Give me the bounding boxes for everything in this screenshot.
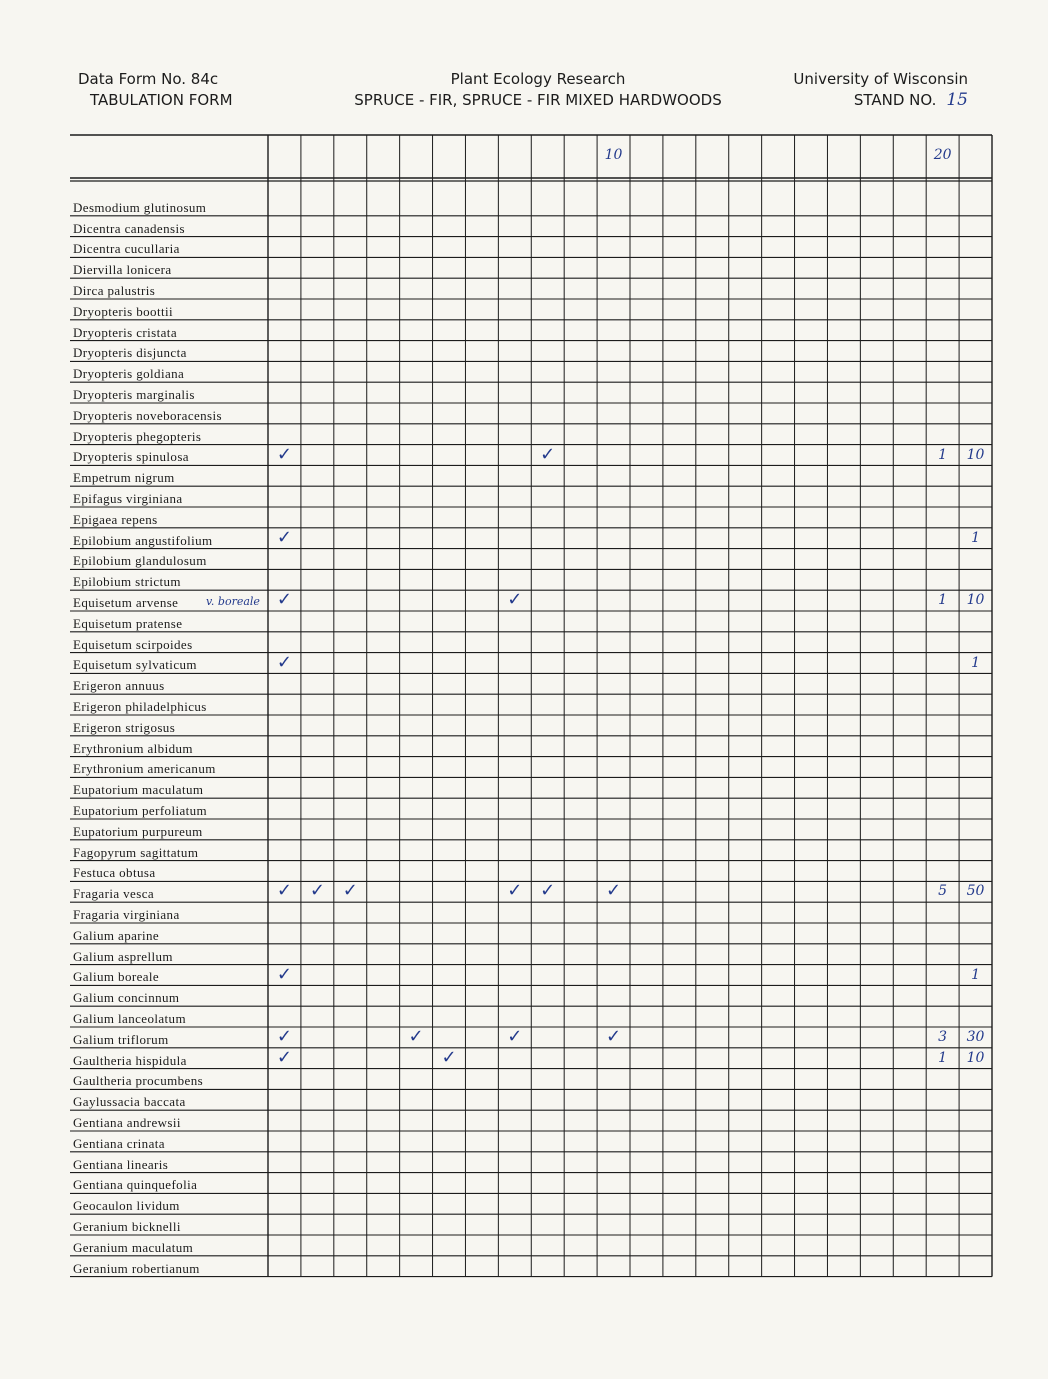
species-name: Eupatorium perfoliatum — [73, 803, 208, 818]
species-name: Festuca obtusa — [73, 865, 156, 881]
tally-count: 1 — [938, 592, 948, 609]
frequency-value: 10 — [966, 1049, 985, 1066]
species-name: Erigeron annuus — [73, 678, 165, 694]
species-name: Fragaria vesca — [73, 886, 155, 902]
form-type: TABULATION FORM — [90, 91, 233, 109]
species-name: Diervilla lonicera — [73, 262, 172, 278]
check-mark-icon: ✓ — [342, 880, 358, 902]
species-name: Galium lanceolatum — [73, 1011, 186, 1026]
species-name: Equisetum pratense — [73, 615, 183, 631]
frequency-value: 1 — [971, 966, 980, 983]
check-mark-icon: ✓ — [276, 880, 292, 902]
stand-label: STAND NO. — [853, 91, 937, 109]
frequency-value: 10 — [966, 592, 985, 609]
species-name: Gentiana linearis — [73, 1156, 169, 1172]
species-name: Galium concinnum — [73, 990, 180, 1006]
species-name: Erigeron philadelphicus — [73, 699, 207, 714]
species-name: Gentiana crinata — [73, 1135, 165, 1151]
tally-count: 5 — [938, 883, 948, 900]
check-mark-icon: ✓ — [276, 526, 292, 548]
species-name: Epilobium strictum — [73, 574, 181, 590]
species-name: Galium boreale — [73, 969, 160, 985]
species-name: Equisetum arvense — [73, 595, 179, 610]
check-mark-icon: ✓ — [276, 1046, 292, 1068]
species-name: Galium asprellum — [73, 948, 173, 964]
species-name: Geranium maculatum — [73, 1239, 194, 1255]
tally-count: 1 — [938, 446, 948, 463]
species-name: Dryopteris spinulosa — [73, 449, 189, 465]
species-name: Epilobium glandulosum — [73, 553, 207, 569]
tally-count: 1 — [938, 1049, 948, 1066]
species-name: Gaultheria hispidula — [73, 1052, 187, 1068]
check-mark-icon: ✓ — [540, 443, 556, 465]
check-mark-icon: ✓ — [441, 1046, 457, 1068]
species-name: Fagopyrum sagittatum — [73, 844, 199, 860]
frequency-value: 10 — [966, 446, 985, 463]
check-mark-icon: ✓ — [605, 880, 622, 902]
species-name: Geocaulon lividum — [73, 1198, 180, 1214]
stand-number-value: 15 — [946, 90, 968, 110]
species-name: Erythronium americanum — [73, 761, 216, 777]
frequency-value: 1 — [971, 654, 980, 671]
column-header-number: 20 — [933, 147, 952, 163]
species-name: Epilobium angustifolium — [73, 532, 213, 548]
species-name: Galium aparine — [73, 927, 160, 943]
species-name: Dryopteris cristata — [73, 324, 177, 340]
species-name: Gentiana quinquefolia — [73, 1177, 198, 1193]
check-mark-icon: ✓ — [309, 880, 325, 902]
species-name: Eupatorium maculatum — [73, 782, 204, 798]
check-mark-icon: ✓ — [540, 880, 556, 902]
species-name: Galium triflorum — [73, 1031, 169, 1047]
column-header-number: 10 — [604, 147, 623, 163]
species-name: Dryopteris goldiana — [73, 366, 185, 382]
check-mark-icon: ✓ — [276, 963, 292, 985]
university-name: University of Wisconsin — [793, 70, 968, 88]
check-mark-icon: ✓ — [507, 880, 523, 902]
frequency-value: 30 — [966, 1029, 985, 1045]
species-name: Gentiana andrewsii — [73, 1115, 181, 1130]
tally-count: 3 — [938, 1029, 948, 1045]
species-name: Dryopteris noveboracensis — [73, 407, 222, 423]
check-mark-icon: ✓ — [507, 1026, 523, 1047]
species-name: Dryopteris disjuncta — [73, 345, 187, 361]
check-mark-icon: ✓ — [276, 651, 292, 673]
species-name: Epigaea repens — [73, 511, 158, 527]
species-name: Eupatorium purpureum — [73, 823, 203, 839]
species-name: Epifagus virginiana — [73, 491, 183, 506]
check-mark-icon: ✓ — [605, 1026, 622, 1047]
research-title: Plant Ecology Research — [450, 70, 626, 88]
form-subtitle: SPRUCE - FIR, SPRUCE - FIR MIXED HARDWOODS — [354, 91, 722, 109]
frequency-value: 1 — [971, 529, 980, 546]
species-name: Desmodium glutinosum — [73, 199, 207, 215]
species-name: Erigeron strigosus — [73, 719, 176, 735]
check-mark-icon: ✓ — [276, 443, 292, 465]
species-name: Dicentra cucullaria — [73, 241, 180, 257]
species-name: Dryopteris phegopteris — [73, 428, 202, 444]
species-name: Fragaria virginiana — [73, 907, 180, 922]
check-mark-icon: ✓ — [276, 589, 292, 611]
species-name: Geranium robertianum — [73, 1260, 200, 1276]
handwritten-note: v. boreale — [206, 595, 260, 608]
check-mark-icon: ✓ — [276, 1026, 292, 1047]
species-name: Dirca palustris — [73, 283, 156, 298]
species-name: Equisetum sylvaticum — [73, 657, 197, 673]
species-name: Equisetum scirpoides — [73, 636, 193, 652]
species-name: Empetrum nigrum — [73, 470, 175, 486]
species-name: Geranium bicknelli — [73, 1219, 181, 1234]
species-name: Gaylussacia baccata — [73, 1094, 186, 1110]
form-number: Data Form No. 84c — [78, 70, 219, 88]
frequency-value: 50 — [966, 883, 985, 900]
species-name: Gaultheria procumbens — [73, 1073, 204, 1089]
check-mark-icon: ✓ — [507, 589, 523, 611]
check-mark-icon: ✓ — [408, 1026, 424, 1047]
species-name: Dicentra canadensis — [73, 220, 185, 236]
species-name: Dryopteris boottii — [73, 303, 173, 319]
species-name: Erythronium albidum — [73, 740, 193, 756]
species-name: Dryopteris marginalis — [73, 387, 195, 402]
